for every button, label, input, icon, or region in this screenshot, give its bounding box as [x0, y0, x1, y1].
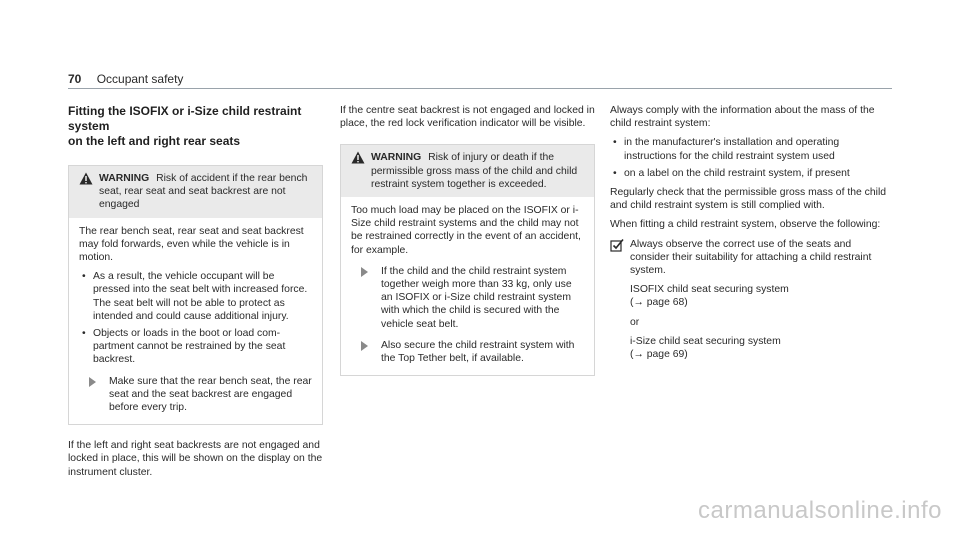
paragraph-centre-backrest: If the centre seat backrest is not engaged and locked in place, the red lock verification indicator will be visible. — [340, 105, 595, 130]
reference-isofix — [630, 283, 890, 309]
header-rule — [68, 88, 892, 89]
section-heading — [68, 104, 323, 149]
page-link[interactable]: (→ page 68) — [630, 297, 688, 309]
column-1 — [68, 104, 323, 485]
paragraph-regularly-check: Regularly check that the permissible gross mass of the child and child restraint system is still complied with. — [610, 187, 887, 212]
reference-or: or — [630, 316, 640, 328]
warning-body — [341, 197, 594, 375]
mass-info-bullets — [610, 136, 890, 180]
action-arrow-icon — [89, 377, 96, 387]
list-item: • Objects or loads in the boot or load compartment cannot be restrained by the seat backrest. — [79, 327, 312, 367]
list-item: • in the manufacturer's installation and operating instructions for the child restraint system used — [610, 136, 890, 162]
warning-body-text: The rear bench seat, rear seat and seat backrest may fold forwards, even while the vehicle is in motion. — [79, 225, 304, 264]
paragraph-mass-info: Always comply with the information about the mass of the child restraint system: — [610, 105, 875, 130]
warning-text: Risk of injury or death if the permissible gross mass of the child and child restraint system together is exceeded. — [371, 152, 578, 190]
warning-body — [69, 218, 322, 425]
column-2 — [340, 104, 595, 390]
paragraph-display-info: If the left and right seat backrests are not engaged and locked in place, this will be shown on the display on the instrument cluster. — [68, 440, 323, 478]
reference-title: ISOFIX child seat securing system — [630, 284, 789, 296]
warning-box-gross-mass — [340, 144, 595, 376]
warning-header — [341, 145, 594, 197]
action-text: Make sure that the rear bench seat, the rear seat and the seat backrest are engaged before every trip. — [109, 375, 312, 414]
page-link[interactable]: (→ page 69) — [630, 349, 688, 361]
heading-line-2: on the left and right rear seats — [68, 134, 241, 148]
action-text: Also secure the child restraint system with the Top Tether belt, if available. — [381, 339, 575, 365]
action-text: If the child and the child restraint system together weigh more than 33 kg, only use an ISOFIX or i-Size child restraint system with which the child is secured with the vehicle seat belt. — [381, 265, 572, 330]
watermark: carmanualsonline.info — [698, 497, 942, 524]
action-arrow-icon — [361, 341, 368, 351]
warning-text: Risk of accident if the rear bench seat, rear seat and seat backrest are not engaged — [99, 173, 308, 211]
warning-label: WARNING — [99, 173, 150, 184]
warning-box-seat-engaged — [68, 165, 323, 425]
heading-line-1: Fitting the ISOFIX or i-Size child restraint system — [68, 104, 302, 133]
page-number: 70 — [68, 72, 82, 86]
warning-header — [69, 166, 322, 218]
warning-triangle-icon — [351, 151, 365, 164]
paragraph-when-fitting: When fitting a child restraint system, observe the following: — [610, 219, 881, 231]
warning-bullets — [79, 270, 312, 366]
checklist-text: Always observe the correct use of the seats and consider their suitability for attaching a child restraint system. — [630, 238, 872, 277]
page-header — [68, 72, 183, 86]
action-step — [79, 375, 312, 415]
list-item: • on a label on the child restraint system, if present — [610, 167, 890, 180]
section-title: Occupant safety — [96, 72, 184, 86]
column-3 — [610, 104, 890, 361]
action-arrow-icon — [361, 267, 368, 277]
action-step-1 — [351, 265, 584, 331]
list-item: • As a result, the vehicle occupant will be pressed into the seat belt with increased force. The seat belt will not be able to protect as intended and could cause additional injury. — [79, 270, 312, 323]
warning-body-text: Too much load may be placed on the ISOFIX or i-Size child restraint systems and the child may not be restrained correctly in the event of an accident, for example. — [351, 205, 581, 256]
warning-label: WARNING — [371, 152, 422, 164]
reference-isize — [630, 335, 890, 361]
action-step-2 — [351, 339, 584, 365]
reference-title: i-Size child seat securing system — [630, 335, 781, 347]
checkbox-check-icon — [610, 238, 624, 252]
warning-triangle-icon — [79, 172, 93, 185]
checklist-item — [610, 238, 890, 362]
